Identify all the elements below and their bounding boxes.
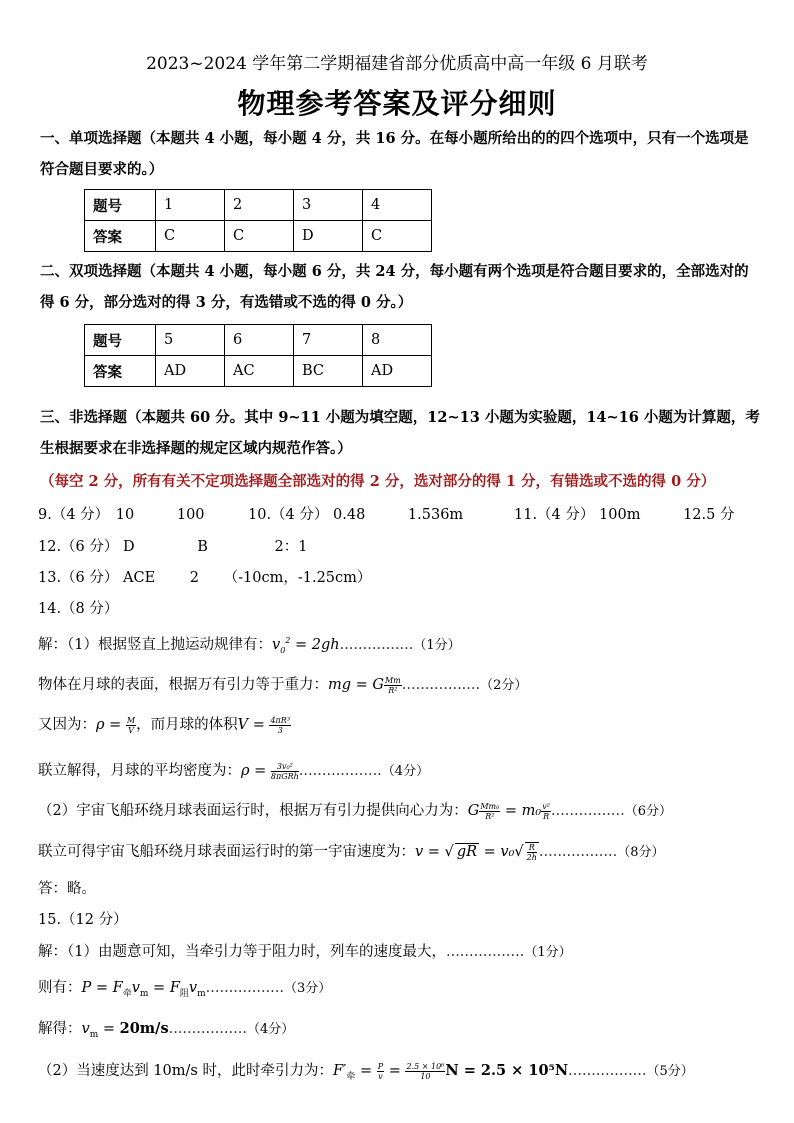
table-cell: AD [156, 356, 225, 387]
q15-step1: 解：（1）由题意可知，当牵引力等于阻力时，列车的速度最大，.................（1分） [38, 944, 572, 960]
table-row [85, 325, 432, 356]
q15-step3-text: 解得： [38, 1021, 82, 1037]
q15-step4: （2）当速度达到 10m/s 时，此时牵引力为：$F'_牵$ = $\frac{P}{v}$ = $\frac{\text{2.5 × 10⁶}}{10}$ N = 2.5 × 10⁵N.................（5分） [38, 1061, 694, 1082]
score: （4分） [381, 764, 430, 779]
table-cell: 5 [156, 325, 225, 356]
table-cell: C [363, 221, 432, 252]
answer-line-11 [514, 503, 734, 524]
answer-line-12 [38, 535, 307, 556]
answer-line-13 [38, 566, 371, 587]
q9-label: 9.（4 分） [38, 507, 110, 523]
table-cell: AD [363, 356, 432, 387]
scoring-note: （每空 2 分，所有有关不定项选择题全部选对的得 2 分，选对部分的得 1 分，有错选或不选的得 0 分） [40, 473, 716, 490]
table-cell: 答案 [85, 356, 156, 387]
q12-answer-a: D [123, 539, 135, 555]
table-cell: 3 [294, 190, 363, 221]
formula: $P = F_牵v_m = F_阻v_m$ [81, 980, 206, 999]
score: （5分） [646, 1064, 694, 1079]
score: （6分） [624, 804, 673, 819]
table-cell: AC [225, 356, 294, 387]
q12-label: 12.（6 分） [38, 539, 119, 555]
table-cell: 答案 [85, 221, 156, 252]
q11-answer-a: 100m [599, 507, 641, 523]
table-row [85, 190, 432, 221]
q14-step3 [38, 713, 291, 735]
q14-step1-text: 解：（1）根据竖直上抛运动规律有： [38, 637, 272, 653]
q11-answer-b: 12.5 分 [683, 507, 735, 523]
section2-answer-table [84, 324, 432, 387]
q9-answer-b: 100 [176, 507, 205, 523]
formula: V = $\frac{\text{4πR³}}{3}$ [237, 715, 291, 735]
q15-label: 15.（12 分） [38, 912, 128, 928]
q15-step2: 则有：$P = F_牵v_m = F_阻v_m.................(3$分） [38, 980, 332, 999]
formula: $v_m = 20m/s$ [81, 1020, 169, 1040]
q15-step4-text: （2）当速度达到 10m/s 时，此时牵引力为： [38, 1063, 333, 1079]
q14-step6: 联立可得宇宙飞船环绕月球表面运行时的第一宇宙速度为：v = √ gR = v₀√ $\frac{R}{2h}$ .................（8分） [38, 842, 665, 862]
formula: mg = G $\frac{Mm}{\text{R²}}$ [328, 675, 401, 695]
score: （4分） [246, 1022, 295, 1037]
formula: v = √ gR = v₀√ $\frac{R}{2h}$ [415, 842, 537, 862]
q14-step4: 联立解得，月球的平均密度为：ρ = $\frac{\text{3v₀²}}{\text{8πGRh}}$ ..................（4分） [38, 761, 430, 781]
q14-step3-text-a: 又因为： [38, 717, 96, 733]
q10-answer-a: 0.48 [333, 507, 366, 523]
table-cell: 8 [363, 325, 432, 356]
q13-label: 13.（6 分） [38, 570, 119, 586]
q14-step2-text: 物体在月球的表面，根据万有引力等于重力： [38, 677, 328, 693]
section3-heading: 三、非选择题（本题共 60 分。其中 9~11 小题为填空题，12~13 小题为实验题，14~16 小题为计算题，考生根据要求在非选择题的规定区域内规范作答。） [40, 409, 760, 457]
q11-label: 11.（4 分） [514, 507, 595, 523]
q14-step6-text: 联立可得宇宙飞船环绕月球表面运行时的第一宇宙速度为： [38, 844, 415, 860]
answer-line-9-11 [38, 503, 205, 524]
table-cell: C [156, 221, 225, 252]
q14-step1: 解：（1）根据竖直上抛运动规律有：$v_0^2 = 2gh................(1$分） [38, 636, 461, 655]
section1-answer-table [84, 189, 432, 252]
section1-heading: 一、单项选择题（本题共 4 小题，每小题 4 分，共 16 分。在每小题所给出的的四个选项中，只有一个选项是符合题目要求的。） [40, 130, 749, 178]
table-cell: 1 [156, 190, 225, 221]
formula: G $\frac{\text{Mm₀}}{\text{R²}}$ = m₀ $\frac{\text{v²}}{R}$ [467, 801, 550, 821]
table-cell: 2 [225, 190, 294, 221]
exam-title: 2023~2024 学年第二学期福建省部分优质高中高一年级 6 月联考 [146, 54, 648, 74]
table-cell: 4 [363, 190, 432, 221]
score: （1分） [524, 945, 572, 960]
q10-answer-b: 1.536m [407, 507, 464, 523]
q14-step5-text: （2）宇宙飞船环绕月球表面运行时，根据万有引力提供向心力为： [38, 803, 468, 819]
formula: ρ = $\frac{M}{V}$ [96, 715, 136, 735]
table-cell: 题号 [85, 325, 156, 356]
table-row [85, 356, 432, 387]
score: （3分） [284, 981, 332, 996]
table-cell: 7 [294, 325, 363, 356]
document-title: 物理参考答案及评分细则 [237, 87, 557, 120]
q10-label: 10.（4 分） [248, 507, 329, 523]
q9-answer-a: 10 [115, 507, 135, 523]
score: （1分） [413, 638, 461, 653]
q13-answer-b: 2 [189, 570, 200, 586]
formula: $F'_牵$ = $\frac{P}{v}$ = $\frac{\text{2.5 × 10⁶}}{10}$ N = 2.5 × 10⁵N [332, 1061, 569, 1082]
table-cell: 6 [225, 325, 294, 356]
answer-line-10 [248, 503, 463, 524]
table-cell: C [225, 221, 294, 252]
score: （8分） [617, 845, 665, 860]
q14-step5: （2）宇宙飞船环绕月球表面运行时，根据万有引力提供向心力为：G $\frac{\text{Mm₀}}{\text{R²}}$ = m₀ $\frac{\text{v²}}{R}$ ................（6分） [38, 801, 673, 821]
q12-answer-c: 2：1 [274, 539, 308, 555]
q13-answer-a: ACE [123, 570, 156, 586]
q14-conclusion: 答：略。 [38, 881, 96, 897]
q15-step2-text: 则有： [38, 980, 82, 996]
q15-step3: 解得：$v_m = 20m/s.................(4$分） [38, 1020, 295, 1040]
formula: ρ = $\frac{\text{3v₀²}}{\text{8πGRh}}$ [241, 761, 299, 781]
formula: $v_0^2 = 2gh$ [271, 636, 340, 655]
table-cell: D [294, 221, 363, 252]
score: （2分） [480, 678, 528, 693]
table-cell: BC [294, 356, 363, 387]
table-row [85, 221, 432, 252]
q15-step1-text: 解：（1）由题意可知，当牵引力等于阻力时，列车的速度最大， [38, 944, 446, 960]
q13-answer-c: （-10cm，-1.25cm） [223, 570, 372, 586]
q14-step4-text: 联立解得，月球的平均密度为： [38, 763, 241, 779]
q14-step2: 物体在月球的表面，根据万有引力等于重力：mg = G $\frac{Mm}{\text{R²}}$ .................（2分） [38, 675, 528, 695]
table-cell: 题号 [85, 190, 156, 221]
section2-heading: 二、双项选择题（本题共 4 小题，每小题 6 分，共 24 分，每小题有两个选项是符合题目要求的，全部选对的得 6 分，部分选对的得 3 分，有选错或不选的得 0 分。） [40, 263, 749, 311]
q14-label: 14.（8 分） [38, 601, 119, 617]
q14-step3-text-b: ，而月球的体积 [136, 717, 238, 733]
q12-answer-b: B [197, 539, 208, 555]
